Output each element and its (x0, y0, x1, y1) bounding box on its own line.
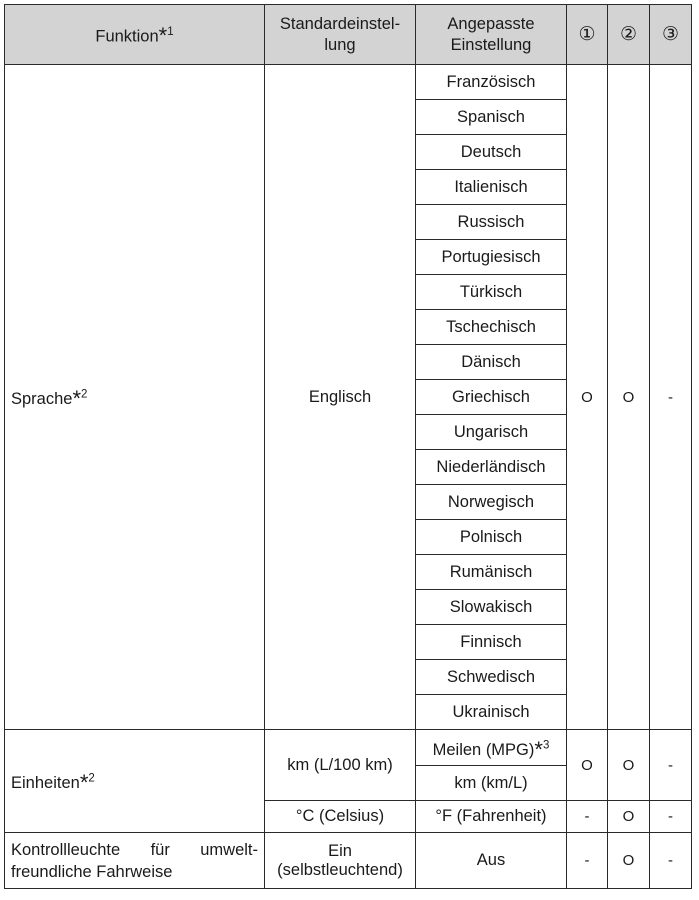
units-distance-c3: - (650, 730, 692, 801)
units-temp-option: °F (Fahrenheit) (416, 801, 567, 833)
header-col-3: ③ (650, 5, 692, 65)
eco-c1: - (567, 833, 608, 889)
footnote-mark: * (158, 23, 168, 49)
eco-c3: - (650, 833, 692, 889)
language-option: Finnisch (416, 625, 567, 660)
language-function-label: Sprache (11, 390, 73, 408)
language-option: Französisch (416, 65, 567, 100)
header-default-label: Standardeinstel- lung (279, 14, 401, 54)
language-option: Italienisch (416, 170, 567, 205)
footnote-number: 3 (542, 739, 550, 751)
eco-option: Aus (416, 833, 567, 889)
language-option: Türkisch (416, 275, 567, 310)
units-distance-option-2: km (km/L) (416, 766, 567, 801)
language-option: Slowakisch (416, 590, 567, 625)
eco-function-label: Kontrollleuchte für umwelt-freundliche Fahrweise (5, 833, 265, 889)
language-option: Polnisch (416, 520, 567, 555)
language-option: Norwegisch (416, 485, 567, 520)
language-default: Englisch (265, 65, 416, 730)
header-function-label: Funktion (95, 27, 159, 46)
settings-table (4, 4, 692, 889)
language-option: Niederländisch (416, 450, 567, 485)
units-distance-row-1 (5, 730, 692, 766)
units-distance-c1: O (567, 730, 608, 801)
language-option: Schwedisch (416, 660, 567, 695)
language-col-2: O (608, 65, 650, 730)
language-row (5, 65, 692, 100)
header-col-1: ① (567, 5, 608, 65)
language-option: Ukrainisch (416, 695, 567, 730)
footnote-mark: * (72, 386, 82, 411)
language-option: Dänisch (416, 345, 567, 380)
units-temp-c1: - (567, 801, 608, 833)
eco-default-label: Ein (selbstleuchtend) (277, 841, 403, 879)
units-distance-default: km (L/100 km) (265, 730, 416, 801)
units-function-label: Einheiten (11, 774, 80, 792)
language-option: Ungarisch (416, 415, 567, 450)
language-col-3: - (650, 65, 692, 730)
header-default (265, 5, 416, 65)
language-option: Portugiesisch (416, 240, 567, 275)
settings-table-container (4, 4, 692, 889)
language-option: Spanisch (416, 100, 567, 135)
footnote-number: 2 (81, 388, 88, 401)
eco-default (265, 833, 416, 889)
footnote-number: 1 (167, 25, 174, 38)
footnote-number: 2 (88, 772, 95, 785)
header-row (5, 5, 692, 65)
language-option: Tschechisch (416, 310, 567, 345)
header-col-2: ② (608, 5, 650, 65)
units-function-cell (5, 730, 265, 833)
units-distance-option-1 (416, 730, 567, 766)
header-custom (416, 5, 567, 65)
language-option: Rumänisch (416, 555, 567, 590)
units-distance-c2: O (608, 730, 650, 801)
language-col-1: O (567, 65, 608, 730)
language-section (5, 65, 692, 730)
units-distance-option-1-label: Meilen (MPG) (432, 740, 535, 759)
language-option: Deutsch (416, 135, 567, 170)
header-custom-label: Angepasste Einstellung (447, 14, 535, 54)
footnote-mark: * (79, 770, 89, 795)
units-temp-c3: - (650, 801, 692, 833)
eco-c2: O (608, 833, 650, 889)
eco-row (5, 833, 692, 889)
header-function (5, 5, 265, 65)
language-option: Russisch (416, 205, 567, 240)
units-temp-default: °C (Celsius) (265, 801, 416, 833)
footnote-mark: * (534, 736, 543, 762)
language-option: Griechisch (416, 380, 567, 415)
units-temp-c2: O (608, 801, 650, 833)
language-function-cell (5, 65, 265, 730)
